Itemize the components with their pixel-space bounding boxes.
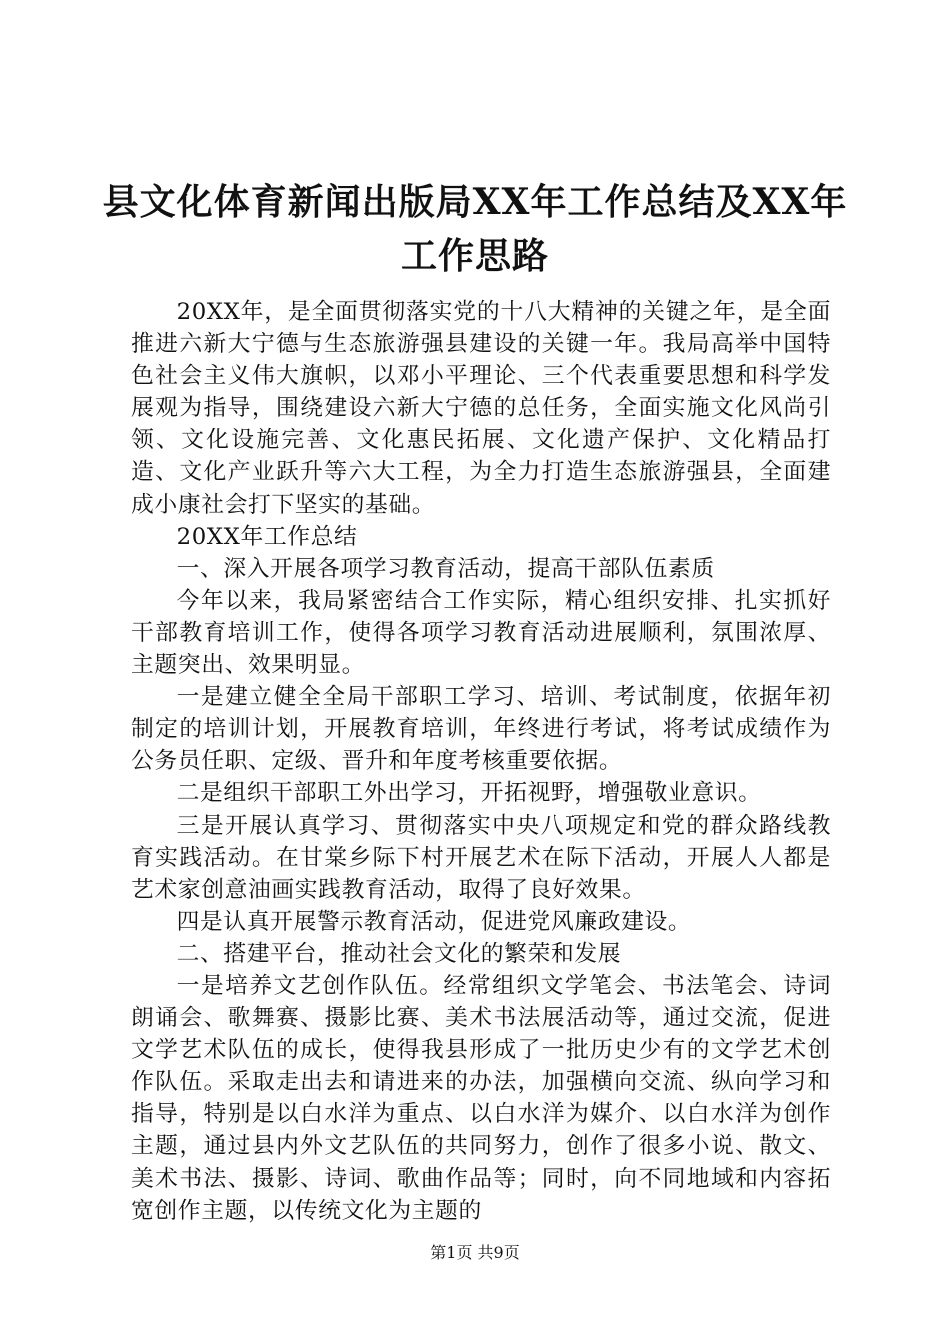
paragraph-section-1-item-2: 二是组织干部职工外出学习，开拓视野，增强敬业意识。: [176, 780, 762, 807]
document-title-line-2: 工作思路: [400, 235, 549, 277]
document-body: [131, 296, 831, 1227]
paragraph-section-1-heading: 一、深入开展各项学习教育活动，提高干部队伍素质: [176, 555, 715, 582]
document-title-line-1: 县文化体育新闻出版局XX年工作总结及XX年: [102, 181, 848, 223]
paragraph-section-1-item-3: 三是开展认真学习、贯彻落实中央八项规定和党的群众路线教育实践活动。在甘棠乡际下村开展艺术在际下活动，开展人人都是艺术家创意油画实践教育活动，取得了良好效果。: [131, 812, 831, 903]
paragraph-section-2-item-1: 一是培养文艺创作队伍。经常组织文学笔会、书法笔会、诗词朗诵会、歌舞赛、摄影比赛、美术书法展活动等，通过交流，促进文学艺术队伍的成长，使得我县形成了一批历史少有的文学艺术创作队伍。采取走出去和请进来的办法，加强横向交流、纵向学习和指导，特别是以白水洋为重点、以白水洋为媒介、以白水洋为创作主题，通过县内外文艺队伍的共同努力，创作了很多小说、散文、美术书法、摄影、诗词、歌曲作品等；同时，向不同地域和内容拓宽创作主题，以传统文化为主题的: [131, 972, 831, 1224]
paragraph-section-1-item-1: 一是建立健全全局干部职工学习、培训、考试制度，依据年初制定的培训计划，开展教育培训，年终进行考试，将考试成绩作为公务员任职、定级、晋升和年度考核重要依据。: [131, 684, 831, 775]
paragraph-section-2-heading: 二、搭建平台，推动社会文化的繁荣和发展: [176, 940, 622, 967]
paragraph-summary-heading: 20XX年工作总结: [176, 523, 358, 550]
paragraph-section-1-intro: 今年以来，我局紧密结合工作实际，精心组织安排、扎实抓好干部教育培训工作，使得各项学习教育活动进展顺利，氛围浓厚、主题突出、效果明显。: [131, 587, 831, 679]
paragraph-section-1-item-4: 四是认真开展警示教育活动，促进党风廉政建设。: [176, 908, 692, 935]
page-number-footer: 第1页 共9页: [430, 1243, 520, 1262]
paragraph-intro: 20XX年，是全面贯彻落实党的十八大精神的关键之年，是全面推进六新大宁德与生态旅游强县建设的关键一年。我局高举中国特色社会主义伟大旗帜，以邓小平理论、三个代表重要思想和科学发展观为指导，围绕建设六新大宁德的总任务，全面实施文化风尚引领、文化设施完善、文化惠民拓展、文化遗产保护、文化精品打造、文化产业跃升等六大工程，为全力打造生态旅游强县，全面建成小康社会打下坚实的基础。: [131, 299, 831, 518]
